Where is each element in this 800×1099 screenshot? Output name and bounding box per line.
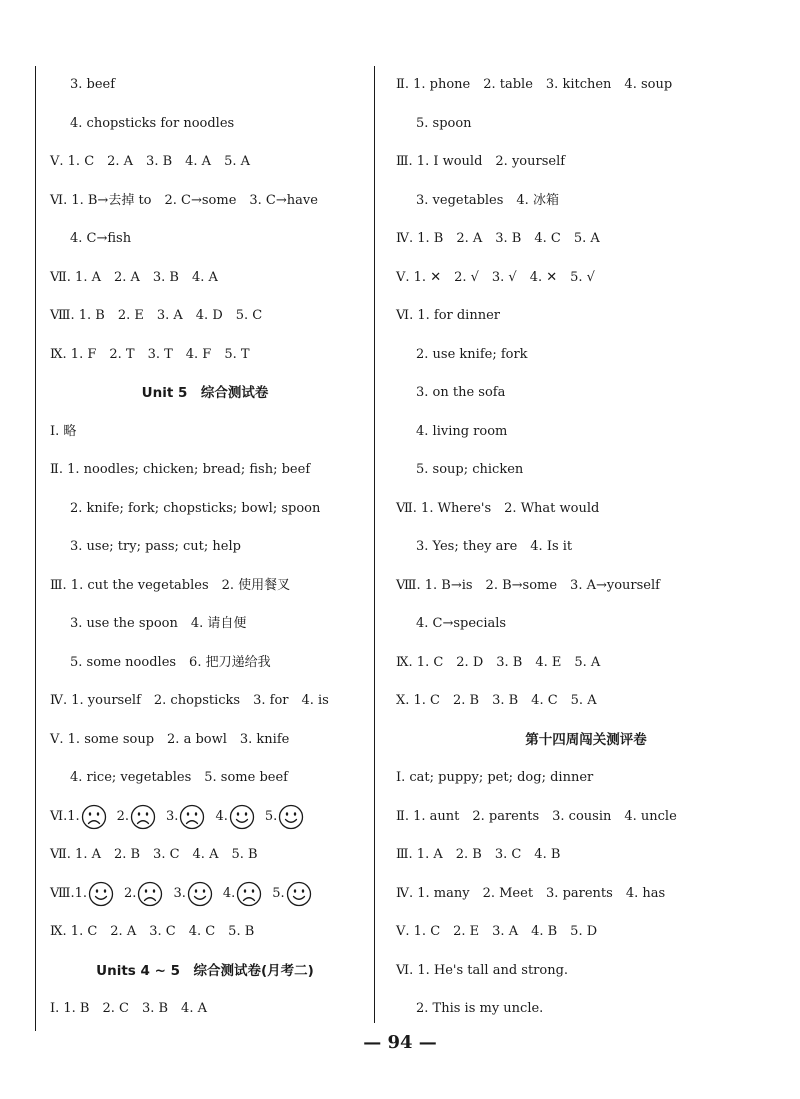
answer-line: Ⅸ. 1. C 2. A 3. C 4. C 5. B — [50, 924, 255, 939]
face-answer — [215, 804, 254, 830]
answer-line: 3. vegetables 4. 冰箱 — [416, 192, 559, 208]
answer-number: 4. — [222, 886, 236, 902]
answer-line: Ⅱ. 1. aunt 2. parents 3. cousin 4. uncle — [396, 808, 677, 824]
answer-line: Ⅶ. 1. Where's 2. What would — [396, 500, 600, 516]
answer-line: Ⅳ. 1. B 2. A 3. B 4. C 5. A — [396, 231, 600, 246]
section-heading: Unit 5 综合测试卷 — [141, 385, 269, 401]
answer-line: Ⅶ. 1. A 2. B 3. C 4. A 5. B — [50, 847, 258, 862]
answer-line: Ⅱ. 1. noodles; chicken; bread; fish; beef — [50, 462, 311, 477]
face-answer-row — [50, 875, 360, 914]
question-number: Ⅵ. — [50, 809, 68, 825]
answer-number: 2. — [124, 886, 137, 902]
face-answer — [67, 804, 106, 830]
answer-number: 1. — [74, 886, 88, 902]
face-answer — [272, 881, 311, 907]
answer-line: 3. beef — [70, 77, 116, 92]
answer-line: Ⅰ. 1. B 2. C 3. B 4. A — [50, 1001, 207, 1016]
answer-line: Ⅵ. 1. B→去掉 to 2. C→some 3. C→have — [50, 192, 318, 208]
face-answer-row — [50, 798, 360, 837]
answer-line: Ⅱ. 1. phone 2. table 3. kitchen 4. soup — [396, 77, 673, 92]
answer-line: Ⅵ. 1. He's tall and strong. — [396, 962, 569, 978]
answer-line: Ⅰ. cat; puppy; pet; dog; dinner — [396, 770, 594, 785]
answer-line: 3. Yes; they are 4. Is it — [416, 539, 573, 554]
face-answer — [75, 881, 114, 907]
section-heading: 第十四周闯关测评卷 — [525, 731, 647, 748]
face-answer — [117, 804, 156, 830]
answer-line: Ⅳ. 1. many 2. Meet 3. parents 4. has — [396, 885, 666, 901]
answer-number: 3. — [173, 886, 186, 902]
smiley-face-icon — [278, 804, 304, 830]
answer-line: 4. C→specials — [416, 616, 507, 631]
answer-line: Ⅰ. 略 — [50, 423, 77, 439]
answer-line: Ⅲ. 1. cut the vegetables 2. 使用餐叉 — [50, 577, 291, 593]
column-divider — [374, 66, 375, 1023]
answer-line: Ⅵ. 1. for dinner — [396, 308, 500, 323]
left-answer-column — [50, 66, 360, 1029]
sad-face-icon — [130, 804, 156, 830]
answer-line: Ⅶ. 1. A 2. A 3. B 4. A — [50, 269, 218, 285]
answer-line: 3. on the sofa — [416, 385, 506, 400]
answer-line: 3. use the spoon 4. 请自便 — [70, 616, 247, 631]
answer-line: 4. living room — [416, 423, 508, 439]
answer-line: 4. rice; vegetables 5. some beef — [70, 770, 288, 785]
smiley-face-icon — [88, 881, 114, 907]
right-answer-column — [396, 66, 776, 1029]
face-answer — [223, 881, 262, 907]
answer-line: Ⅷ. 1. B 2. E 3. A 4. D 5. C — [50, 308, 263, 323]
face-answer — [166, 804, 205, 830]
answer-number: 3. — [166, 809, 179, 825]
face-answer — [265, 804, 304, 830]
answer-line: 2. This is my uncle. — [416, 1001, 544, 1016]
face-answer — [124, 881, 163, 907]
sad-face-icon — [179, 804, 205, 830]
left-margin-rule — [35, 66, 36, 1031]
answer-line: Ⅲ. 1. A 2. B 3. C 4. B — [396, 847, 561, 862]
question-number: Ⅷ. — [50, 886, 75, 902]
answer-number: 5. — [272, 886, 285, 902]
answer-line: Ⅸ. 1. C 2. D 3. B 4. E 5. A — [396, 654, 601, 670]
answer-line: 4. chopsticks for noodles — [70, 115, 235, 131]
answer-number: 4. — [215, 809, 228, 825]
answer-line: Ⅷ. 1. B→is 2. B→some 3. A→yourself — [396, 577, 660, 593]
answer-line: Ⅲ. 1. I would 2. yourself — [396, 154, 566, 169]
section-heading: Units 4 ~ 5 综合测试卷(月考二) — [96, 962, 314, 979]
smiley-face-icon — [286, 881, 312, 907]
answer-line: Ⅹ. 1. C 2. B 3. B 4. C 5. A — [396, 693, 597, 708]
answer-number: 5. — [264, 809, 278, 825]
answer-number: 2. — [116, 809, 130, 825]
answer-line: 5. spoon — [416, 115, 472, 131]
sad-face-icon — [81, 804, 107, 830]
answer-line: Ⅴ. 1. C 2. A 3. B 4. A 5. A — [50, 154, 250, 169]
answer-line: Ⅴ. 1. C 2. E 3. A 4. B 5. D — [396, 924, 598, 939]
answer-line: 3. use; try; pass; cut; help — [70, 539, 241, 554]
smiley-face-icon — [229, 804, 255, 830]
answer-line: Ⅸ. 1. F 2. T 3. T 4. F 5. T — [50, 346, 250, 362]
answer-line: Ⅳ. 1. yourself 2. chopsticks 3. for 4. is — [50, 693, 329, 708]
answer-line: Ⅴ. 1. some soup 2. a bowl 3. knife — [50, 731, 290, 747]
page-number: — 94 — — [363, 1032, 437, 1053]
sad-face-icon — [236, 881, 262, 907]
answer-line: 5. soup; chicken — [416, 462, 524, 477]
sad-face-icon — [137, 881, 163, 907]
answer-line: Ⅴ. 1. ✕ 2. √ 3. √ 4. ✕ 5. √ — [396, 269, 595, 285]
face-answer — [173, 881, 212, 907]
answer-line: 2. knife; fork; chopsticks; bowl; spoon — [70, 500, 321, 516]
answer-line: 5. some noodles 6. 把刀递给我 — [70, 654, 271, 670]
answer-line: 2. use knife; fork — [416, 346, 528, 362]
answer-number: 1. — [67, 809, 80, 825]
smiley-face-icon — [187, 881, 213, 907]
answer-line: 4. C→fish — [70, 231, 132, 246]
